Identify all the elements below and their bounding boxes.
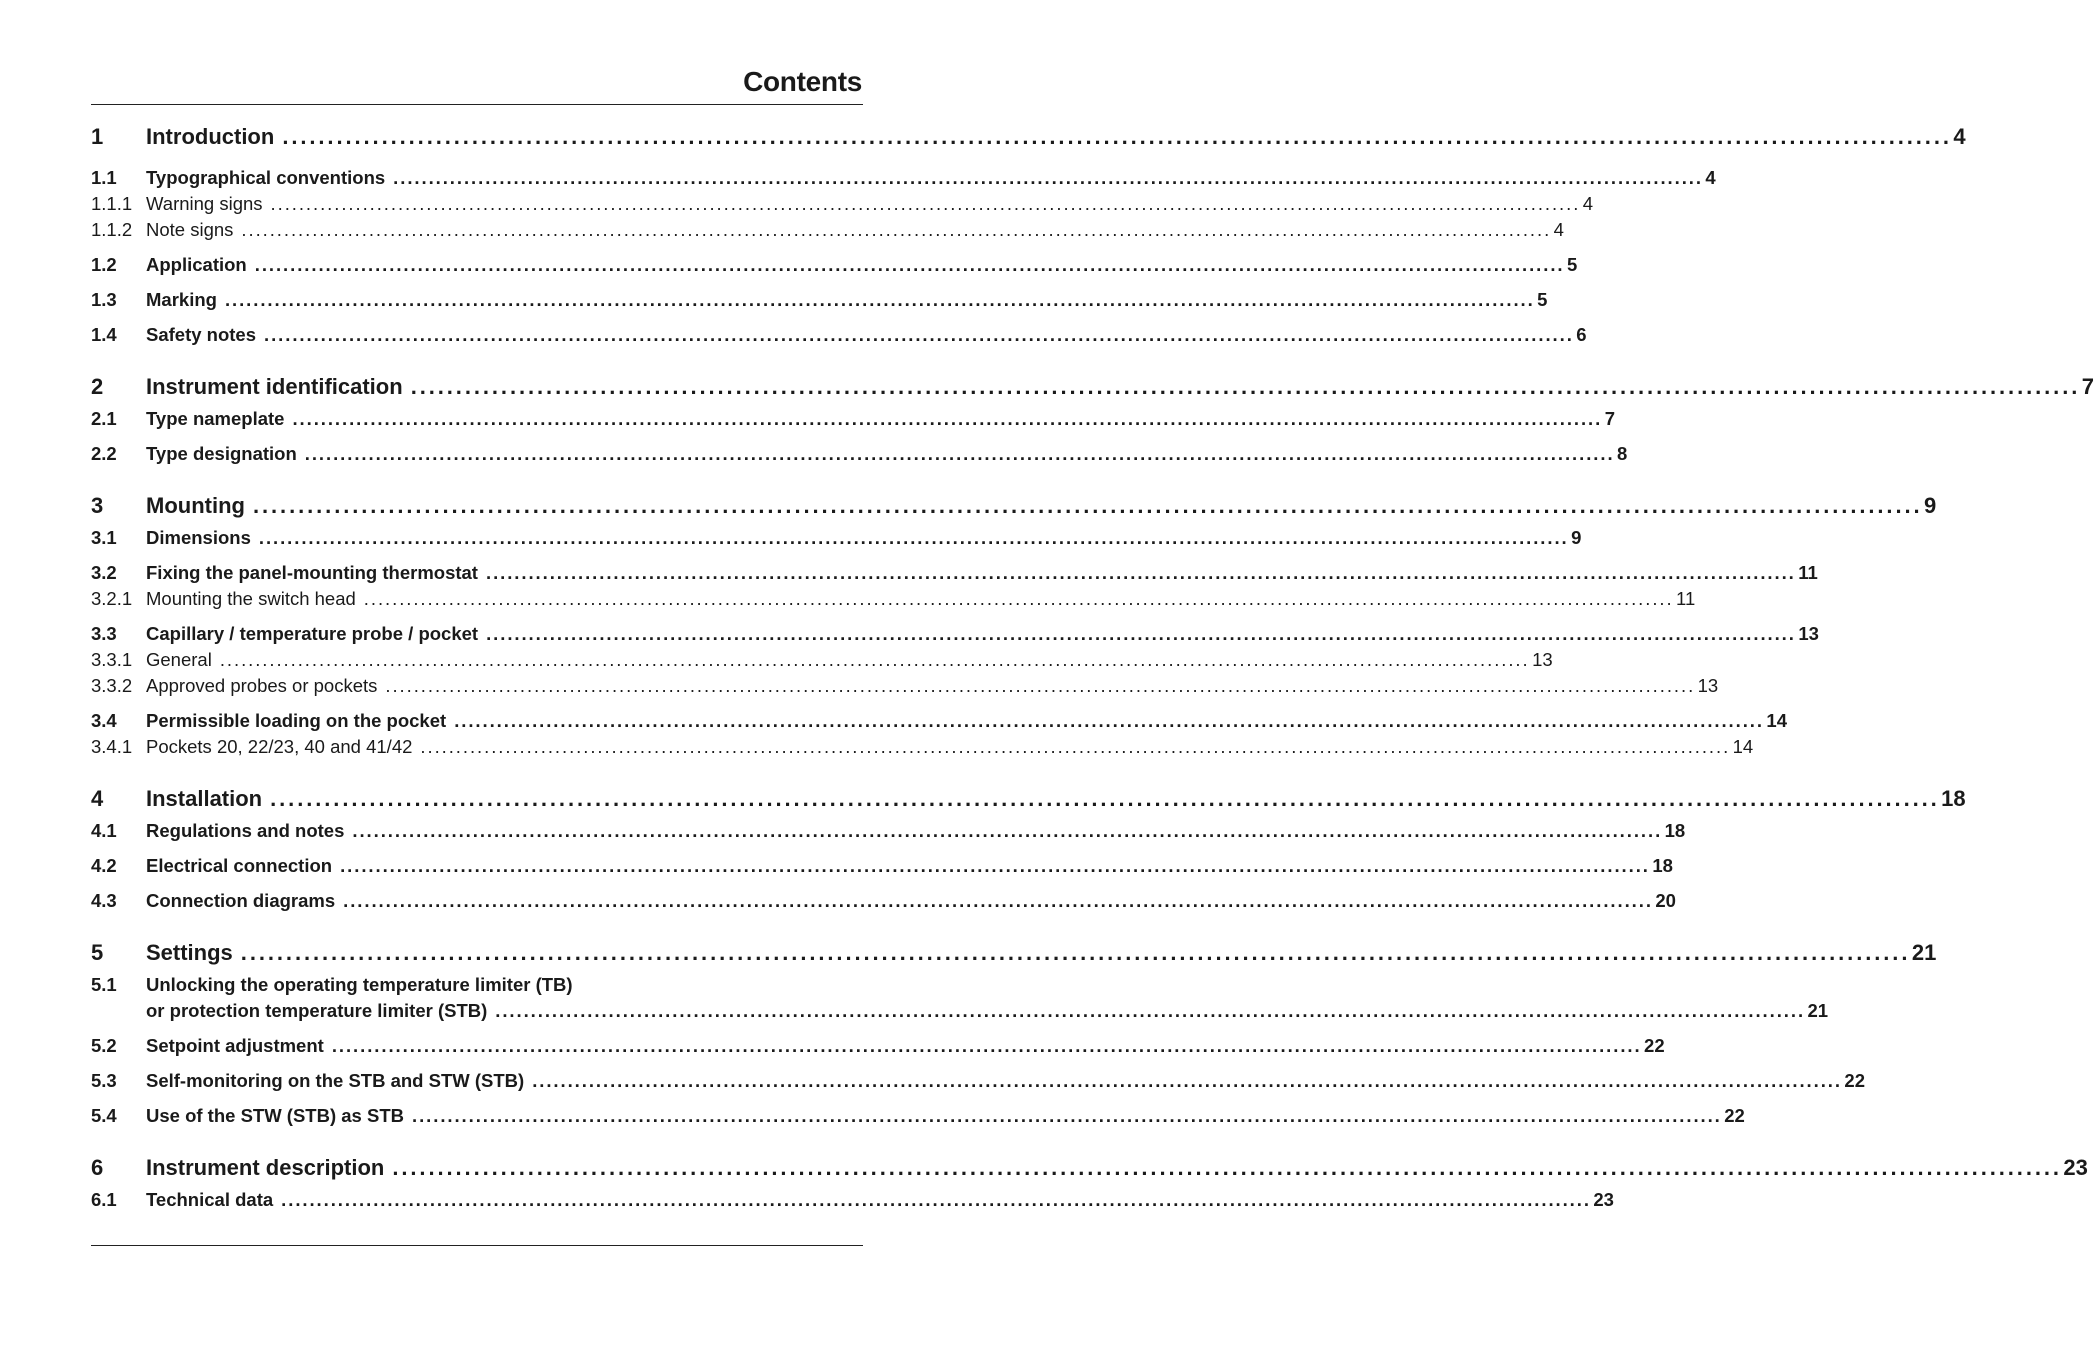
dot-leader	[420, 734, 1726, 760]
dot-leader	[392, 1149, 2057, 1187]
section-number: 3.3.1	[91, 649, 133, 670]
toc-entry-3-3-2[interactable]	[91, 673, 1719, 699]
section-number: 1.1.1	[91, 193, 133, 214]
section-number: 1.3	[91, 289, 117, 310]
toc-entry-3-4-1[interactable]	[91, 734, 1754, 760]
dot-leader	[454, 708, 1760, 734]
section-number: 2.1	[91, 408, 117, 429]
dot-leader	[225, 287, 1531, 313]
page-number: 4	[1553, 219, 1564, 240]
section-title: Type designation	[146, 443, 297, 464]
dot-leader	[270, 780, 1935, 818]
dot-leader	[343, 888, 1649, 914]
section-title-line-1: Unlocking the operating temperature limiter (TB)	[146, 974, 573, 995]
section-title: Application	[146, 254, 247, 275]
section-title: Capillary / temperature probe / pocket	[146, 623, 479, 644]
section-title: Note signs	[146, 219, 234, 240]
dot-leader	[292, 406, 1598, 432]
section-title: Pockets 20, 22/23, 40 and 41/42	[146, 736, 413, 757]
dot-leader	[486, 621, 1792, 647]
page-number: 13	[1532, 649, 1553, 670]
dot-leader	[411, 368, 2076, 406]
toc-entry-6-1[interactable]	[91, 1187, 1614, 1213]
toc-entry-5-1[interactable]	[91, 972, 1829, 1024]
page-number: 14	[1732, 736, 1754, 757]
section-number: 3.2	[91, 562, 117, 583]
page-number: 22	[1644, 1035, 1665, 1056]
section-number: 5	[91, 940, 104, 965]
toc-entry-3-2-1[interactable]	[91, 586, 1696, 612]
dot-leader	[241, 217, 1547, 243]
toc-entry-1-1-2[interactable]	[91, 217, 1564, 243]
dot-leader	[253, 487, 1918, 525]
toc-entry-3-2[interactable]	[91, 560, 1818, 586]
section-number: 3.4.1	[91, 736, 133, 757]
page-number: 22	[1724, 1105, 1745, 1126]
section-title: Fixing the panel-mounting thermostat	[146, 562, 478, 583]
section-title: Instrument description	[146, 1155, 385, 1180]
section-title: Connection diagrams	[146, 890, 336, 911]
section-title: Type nameplate	[146, 408, 285, 429]
page-number: 8	[1617, 443, 1628, 464]
page-number: 6	[1576, 324, 1587, 345]
section-number: 5.4	[91, 1105, 117, 1126]
toc-entry-1-2[interactable]	[91, 252, 1578, 278]
dot-leader	[486, 560, 1792, 586]
section-number: 1.1.2	[91, 219, 133, 240]
section-number: 3.3.2	[91, 675, 133, 696]
section-title-line-2: or protection temperature limiter (STB)	[146, 1000, 488, 1021]
section-title: Dimensions	[146, 527, 251, 548]
dot-leader	[220, 647, 1526, 673]
dot-leader	[241, 934, 1906, 972]
dot-leader	[352, 818, 1658, 844]
page-number: 18	[1652, 855, 1673, 876]
section-number: 3.1	[91, 527, 117, 548]
section-title: Self-monitoring on the STB and STW (STB)	[146, 1070, 525, 1091]
section-title: General	[146, 649, 212, 670]
section-number: 6	[91, 1155, 104, 1180]
section-title: Approved probes or pockets	[146, 675, 378, 696]
dot-leader	[393, 165, 1699, 191]
dot-leader	[340, 853, 1646, 879]
toc-entry-3-3-1[interactable]	[91, 647, 1553, 673]
section-number: 3.3	[91, 623, 117, 644]
section-title: Typographical conventions	[146, 167, 386, 188]
toc-entry-4-2[interactable]	[91, 853, 1673, 879]
toc-entry-5-4[interactable]	[91, 1103, 1745, 1129]
page-number: 9	[1924, 493, 1937, 518]
toc-entry-1-1-1[interactable]	[91, 191, 1594, 217]
section-number: 3	[91, 493, 104, 518]
section-number: 4.3	[91, 890, 117, 911]
header-divider	[91, 104, 863, 105]
section-title: Use of the STW (STB) as STB	[146, 1105, 404, 1126]
dot-leader	[282, 118, 1947, 156]
dot-leader	[255, 252, 1561, 278]
section-title: Regulations and notes	[146, 820, 345, 841]
section-title: Marking	[146, 289, 217, 310]
dot-leader	[271, 191, 1577, 217]
section-number: 1.1	[91, 167, 117, 188]
section-title: Settings	[146, 940, 233, 965]
toc-entry-1-4[interactable]	[91, 322, 1587, 348]
table-of-contents	[91, 118, 2094, 1213]
page-number: 23	[2063, 1155, 2088, 1180]
toc-entry-3[interactable]	[91, 487, 1937, 525]
page-number: 13	[1697, 675, 1719, 696]
page-number: 7	[1604, 408, 1615, 429]
section-number: 4.1	[91, 820, 117, 841]
page-number: 11	[1676, 588, 1696, 609]
section-number: 5.3	[91, 1070, 117, 1091]
toc-entry-1-1[interactable]	[91, 165, 1716, 191]
section-number: 6.1	[91, 1189, 117, 1210]
section-title: Mounting the switch head	[146, 588, 356, 609]
page-number: 18	[1664, 820, 1686, 841]
page-number: 11	[1798, 562, 1818, 583]
dot-leader	[264, 322, 1570, 348]
page-number: 23	[1593, 1189, 1614, 1210]
page-number: 14	[1766, 710, 1787, 731]
dot-leader	[259, 525, 1565, 551]
section-number: 3.2.1	[91, 588, 133, 609]
dot-leader	[332, 1033, 1638, 1059]
page-number: 5	[1537, 289, 1548, 310]
toc-entry-4[interactable]	[91, 780, 1966, 818]
toc-entry-2[interactable]	[91, 368, 2094, 406]
section-number: 5.2	[91, 1035, 117, 1056]
page-number: 21	[1807, 1000, 1829, 1021]
toc-entry-2-2[interactable]	[91, 441, 1628, 467]
dot-leader	[305, 441, 1611, 467]
dot-leader	[495, 998, 1801, 1024]
dot-leader	[281, 1187, 1587, 1213]
section-number: 2	[91, 374, 104, 399]
page-title: Contents	[743, 66, 862, 97]
toc-entry-6[interactable]	[91, 1149, 2088, 1187]
toc-entry-5-3[interactable]	[91, 1068, 1865, 1094]
toc-entry-3-3[interactable]	[91, 621, 1819, 647]
section-number: 1	[91, 124, 104, 149]
section-title: Warning signs	[146, 193, 263, 214]
toc-entry-2-1[interactable]	[91, 406, 1615, 432]
section-title: Technical data	[146, 1189, 274, 1210]
section-number: 1.2	[91, 254, 117, 275]
toc-entry-5[interactable]	[91, 934, 1937, 972]
toc-entry-3-4[interactable]	[91, 708, 1787, 734]
dot-leader	[385, 673, 1691, 699]
page-number: 4	[1705, 167, 1716, 188]
section-title: Introduction	[146, 124, 275, 149]
section-title: Installation	[146, 786, 263, 811]
section-number: 1.4	[91, 324, 117, 345]
dot-leader	[532, 1068, 1838, 1094]
page-number: 5	[1566, 254, 1578, 275]
section-number: 2.2	[91, 443, 117, 464]
page-number: 21	[1911, 940, 1937, 965]
toc-entry-1-3[interactable]	[91, 287, 1548, 313]
dot-leader	[412, 1103, 1718, 1129]
page-number: 7	[2081, 374, 2094, 399]
section-number: 5.1	[91, 974, 117, 995]
toc-entry-1[interactable]	[91, 118, 1966, 156]
toc-entry-4-1[interactable]	[91, 818, 1686, 844]
dot-leader	[364, 586, 1670, 612]
toc-entry-5-2[interactable]	[91, 1033, 1665, 1059]
section-number: 4.2	[91, 855, 117, 876]
toc-entry-4-3[interactable]	[91, 888, 1676, 914]
section-number: 4	[91, 786, 104, 811]
page-number: 9	[1571, 527, 1582, 548]
section-title: Setpoint adjustment	[146, 1035, 324, 1056]
section-title: Electrical connection	[146, 855, 333, 876]
page-number: 13	[1798, 623, 1819, 644]
page-number: 22	[1844, 1070, 1865, 1091]
section-title: Safety notes	[146, 324, 257, 345]
section-number: 3.4	[91, 710, 117, 731]
page-number: 18	[1941, 786, 1966, 811]
section-title: Permissible loading on the pocket	[146, 710, 447, 731]
page-number: 4	[1953, 124, 1966, 149]
footer-divider	[91, 1245, 863, 1246]
section-title: Instrument identification	[146, 374, 403, 399]
page-number: 20	[1655, 890, 1676, 911]
page-number: 4	[1582, 193, 1594, 214]
section-title: Mounting	[146, 493, 245, 518]
toc-entry-3-1[interactable]	[91, 525, 1582, 551]
